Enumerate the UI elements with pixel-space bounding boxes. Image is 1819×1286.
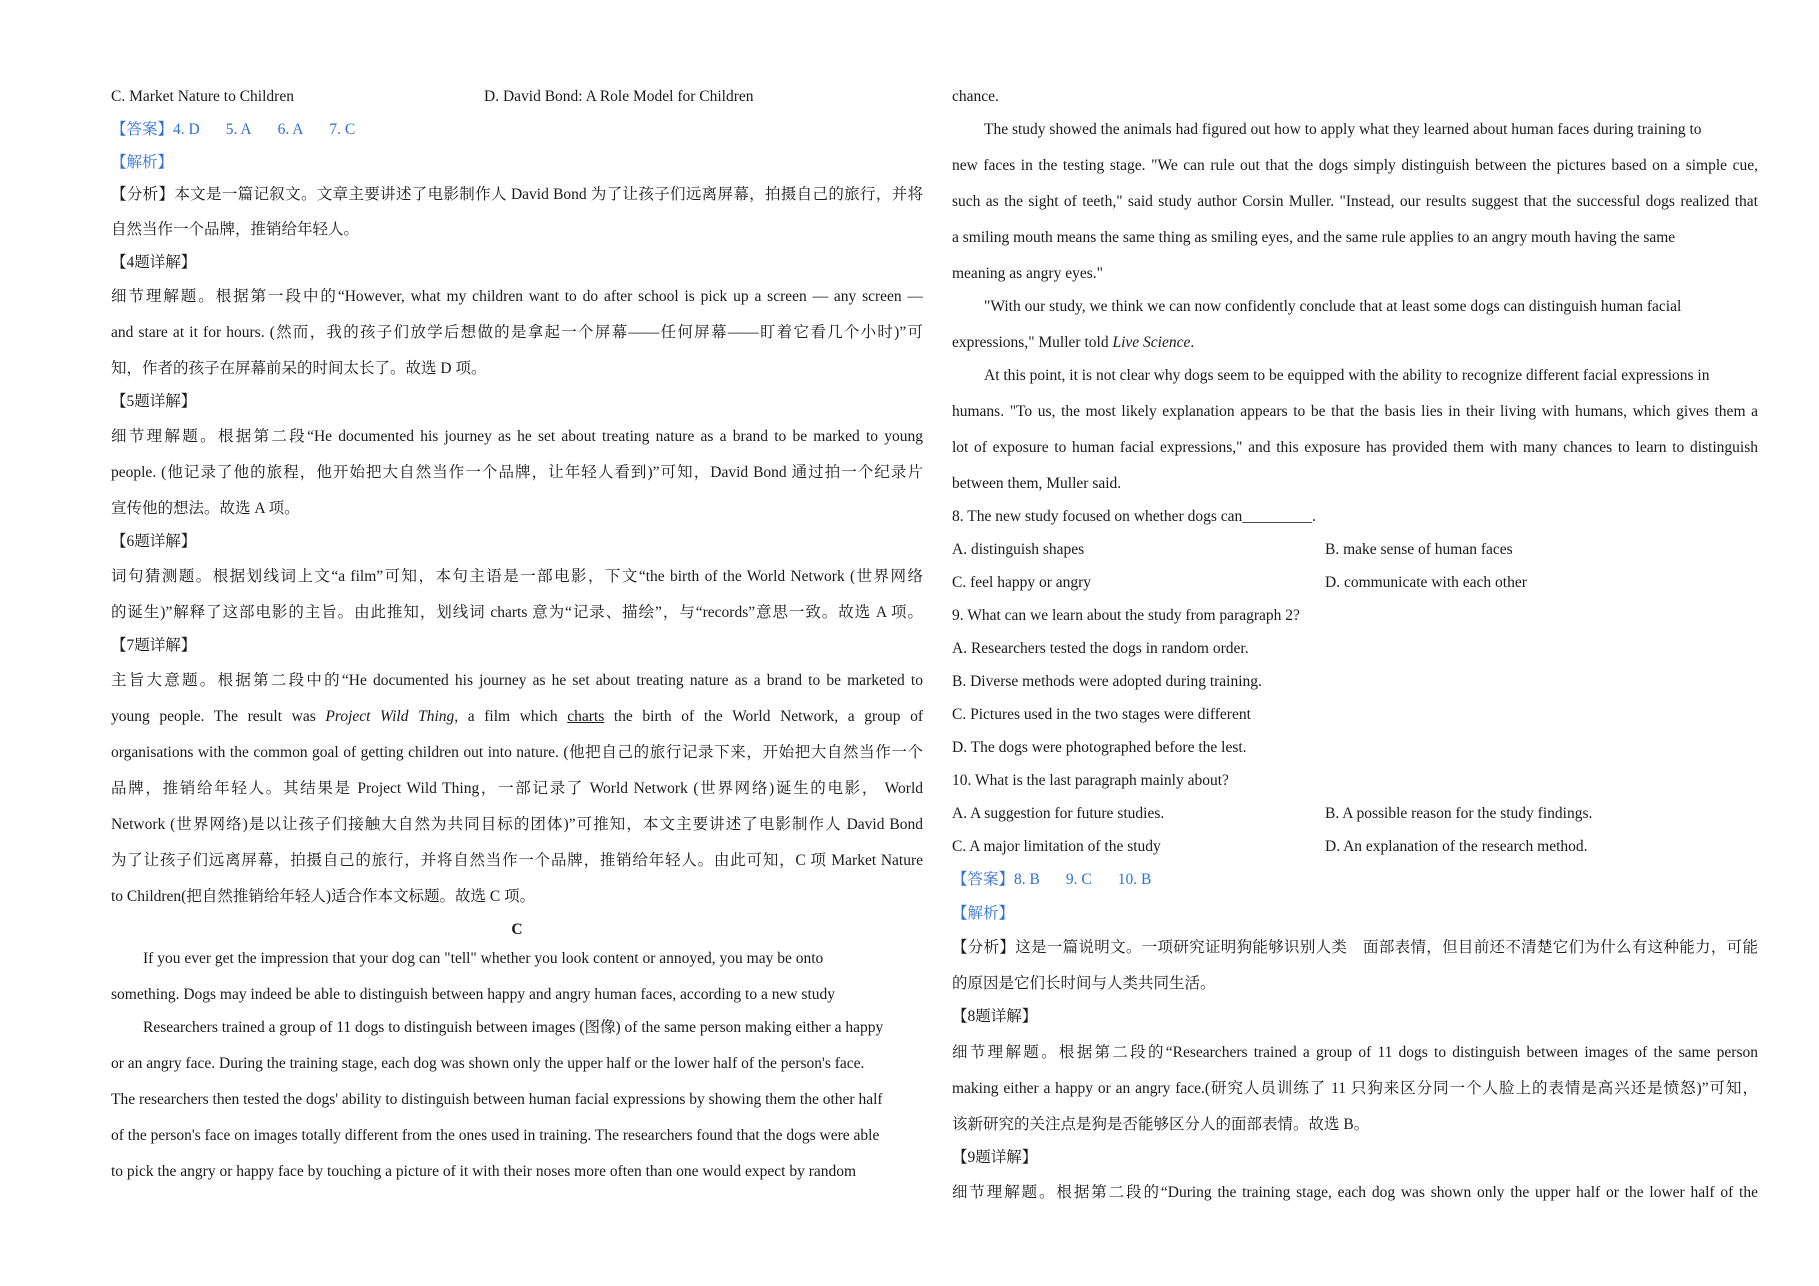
q7-text-line: 主旨大意题。根据第二段中的“He documented his journey as he set about treating nature as a brand to be marketed to <box>111 672 923 689</box>
passage-line: something. Dogs may indeed be able to distinguish between happy and angry human faces, according to a new study <box>111 986 836 1003</box>
analysis-text-line: 【分析】本文是一篇记叙文。文章主要讲述了电影制作人 David Bond 为了让孩子们远离屏幕，拍摄自己的旅行，并将 <box>111 186 923 203</box>
q7-text-line: young people. The result was Project Wild Thing, a film which charts the birth of the World Network, a group of <box>111 708 923 725</box>
q4-text-line: 知，作者的孩子在屏幕前呆的时间太长了。故选 D 项。 <box>111 360 487 377</box>
q7-text-line: organisations with the common goal of getting children out into nature. (他把自己的旅行记录下来，开始把大自然当作一个 <box>111 744 923 761</box>
film-title: Project Wild Thing <box>325 708 455 725</box>
q6-text-line: 词句猜测题。根据划线词上文“a film”可知，本句主语是一部电影，下文“the birth of the World Network (世界网络 <box>111 568 923 585</box>
q7-text-line: 品牌，推销给年轻人。其结果是 Project Wild Thing，一部记录了 World Network (世界网络)诞生的电影， World <box>111 780 923 797</box>
q6-heading: 【6题详解】 <box>111 533 197 550</box>
q9-heading: 【9题详解】 <box>952 1149 1038 1166</box>
q6-text-line: 的诞生)”解释了这部电影的主旨。由此推知，划线词 charts 意为“记录、描绘”，与“records”意思一致。故选 A 项。 <box>111 604 923 621</box>
q8-option-d: D. communicate with each other <box>1325 574 1527 591</box>
q9-option-b: B. Diverse methods were adopted during training. <box>952 673 1262 690</box>
answer-line-4-7: 【答案】4. D 5. A 6. A 7. C <box>111 121 356 138</box>
analysis-text-line: 自然当作一个品牌，推销给年轻人。 <box>111 221 360 238</box>
section-title: C <box>511 921 523 938</box>
passage-line: to pick the angry or happy face by touching a picture of it with their noses more often than one would expect by random <box>111 1163 857 1180</box>
q8-text-line: 该新研究的关注点是狗是否能够区分人的面部表情。故选 B。 <box>952 1116 1370 1133</box>
q5-text-line: 细节理解题。根据第二段“He documented his journey as he set about treating nature as a brand to be marked to young <box>111 428 923 445</box>
question-10: 10. What is the last paragraph mainly about? <box>952 772 1229 789</box>
passage-line: At this point, it is not clear why dogs seem to be equipped with the ability to recognize different facial expressions in <box>984 367 1710 384</box>
analysis-label: 【解析】 <box>952 905 1015 922</box>
q5-text-line: 宣传他的想法。故选 A 项。 <box>111 500 300 517</box>
q8-option-a: A. distinguish shapes <box>952 541 1085 558</box>
q4-text-line: 细节理解题。根据第一段中的“However, what my children want to do after school is pick up a screen — any screen — <box>111 288 923 305</box>
passage-line: new faces in the testing stage. "We can rule out that the dogs simply distinguish between the pictures based on a simple cue, <box>952 157 1758 174</box>
passage-line: expressions," Muller told Live Science. <box>952 334 1195 351</box>
q7-heading: 【7题详解】 <box>111 637 197 654</box>
q8-option-b: B. make sense of human faces <box>1325 541 1513 558</box>
option-c: C. Market Nature to Children <box>111 88 294 105</box>
passage-line: The study showed the animals had figured out how to apply what they learned about human faces during training to <box>984 121 1702 138</box>
option-d: D. David Bond: A Role Model for Children <box>484 88 754 105</box>
q5-text-line: people. (他记录了他的旅程，他开始把大自然当作一个品牌，让年轻人看到)”可知，David Bond 通过拍一个纪录片 <box>111 464 923 481</box>
passage-line: between them, Muller said. <box>952 475 1122 492</box>
q8-heading: 【8题详解】 <box>952 1008 1038 1025</box>
passage-line: a smiling mouth means the same thing as smiling eyes, and the same rule applies to an angry mouth having the same <box>952 229 1676 246</box>
passage-line: or an angry face. During the training stage, each dog was shown only the upper half or the lower half of the person's face. <box>111 1055 865 1072</box>
passage-line: meaning as angry eyes." <box>952 265 1103 282</box>
q10-option-d: D. An explanation of the research method. <box>1325 838 1588 855</box>
analysis-label: 【解析】 <box>111 154 174 171</box>
q9-text-line: 细节理解题。根据第二段的“During the training stage, each dog was shown only the upper half or the lower half of the <box>952 1184 1758 1201</box>
passage-line: The researchers then tested the dogs' ability to distinguish between human facial expressions by showing them the other half <box>111 1091 883 1108</box>
passage-line: If you ever get the impression that your dog can "tell" whether you look content or annoyed, you may be onto <box>143 950 824 967</box>
q4-heading: 【4题详解】 <box>111 254 197 271</box>
analysis-text-line: 【分析】这是一篇说明文。一项研究证明狗能够识别人类 面部表情，但目前还不清楚它们为什么有这种能力，可能 <box>952 939 1758 956</box>
source-name: Live Science <box>1112 334 1191 351</box>
passage-line: of the person's face on images totally different from the ones used in training. The researchers found that the dogs were able <box>111 1127 880 1144</box>
answer-line-8-10: 【答案】8. B 9. C 10. B <box>952 871 1152 888</box>
question-8: 8. The new study focused on whether dogs can_________. <box>952 508 1316 525</box>
q10-option-b: B. A possible reason for the study findings. <box>1325 805 1593 822</box>
q7-text-line: Network (世界网络)是以让孩子们接触大自然为共同目标的团体)”可推知，本文主要讲述了电影制作人 David Bond <box>111 816 923 833</box>
q9-option-d: D. The dogs were photographed before the lest. <box>952 739 1247 756</box>
passage-line: chance. <box>952 88 999 105</box>
passage-line: "With our study, we think we can now confidently conclude that at least some dogs can distinguish human facial <box>984 298 1682 315</box>
q9-option-a: A. Researchers tested the dogs in random order. <box>952 640 1249 657</box>
passage-line: such as the sight of teeth," said study author Corsin Muller. "Instead, our results suggest that the successful dogs realized that <box>952 193 1758 210</box>
q10-option-a: A. A suggestion for future studies. <box>952 805 1165 822</box>
q8-text-line: making either a happy or an angry face.(研究人员训练了 11 只狗来区分同一个人脸上的表情是高兴还是愤怒)”可知， <box>952 1080 1758 1097</box>
q7-text-line: to Children(把自然推销给年轻人)适合作本文标题。故选 C 项。 <box>111 888 536 905</box>
underlined-word: charts <box>567 708 605 725</box>
q9-option-c: C. Pictures used in the two stages were different <box>952 706 1251 723</box>
q8-option-c: C. feel happy or angry <box>952 574 1092 591</box>
analysis-text-line: 的原因是它们长时间与人类共同生活。 <box>952 975 1216 992</box>
passage-line: lot of exposure to human facial expressions," and this exposure has provided them with many chances to learn to distinguish <box>952 439 1758 456</box>
passage-line: humans. "To us, the most likely explanation appears to be that the basis lies in their living with humans, which gives them a <box>952 403 1758 420</box>
q4-text-line: and stare at it for hours. (然而，我的孩子们放学后想做的是拿起一个屏幕——任何屏幕——盯着它看几个小时)”可 <box>111 324 923 341</box>
passage-line: Researchers trained a group of 11 dogs to distinguish between images (图像) of the same person making either a happy <box>143 1019 884 1036</box>
q5-heading: 【5题详解】 <box>111 393 197 410</box>
q10-option-c: C. A major limitation of the study <box>952 838 1161 855</box>
question-9: 9. What can we learn about the study from paragraph 2? <box>952 607 1300 624</box>
q7-text-line: 为了让孩子们远离屏幕，拍摄自己的旅行，并将自然当作一个品牌，推销给年轻人。由此可知，C 项 Market Nature <box>111 852 923 869</box>
q8-text-line: 细节理解题。根据第二段的“Researchers trained a group of 11 dogs to distinguish between images of the same person <box>952 1044 1758 1061</box>
